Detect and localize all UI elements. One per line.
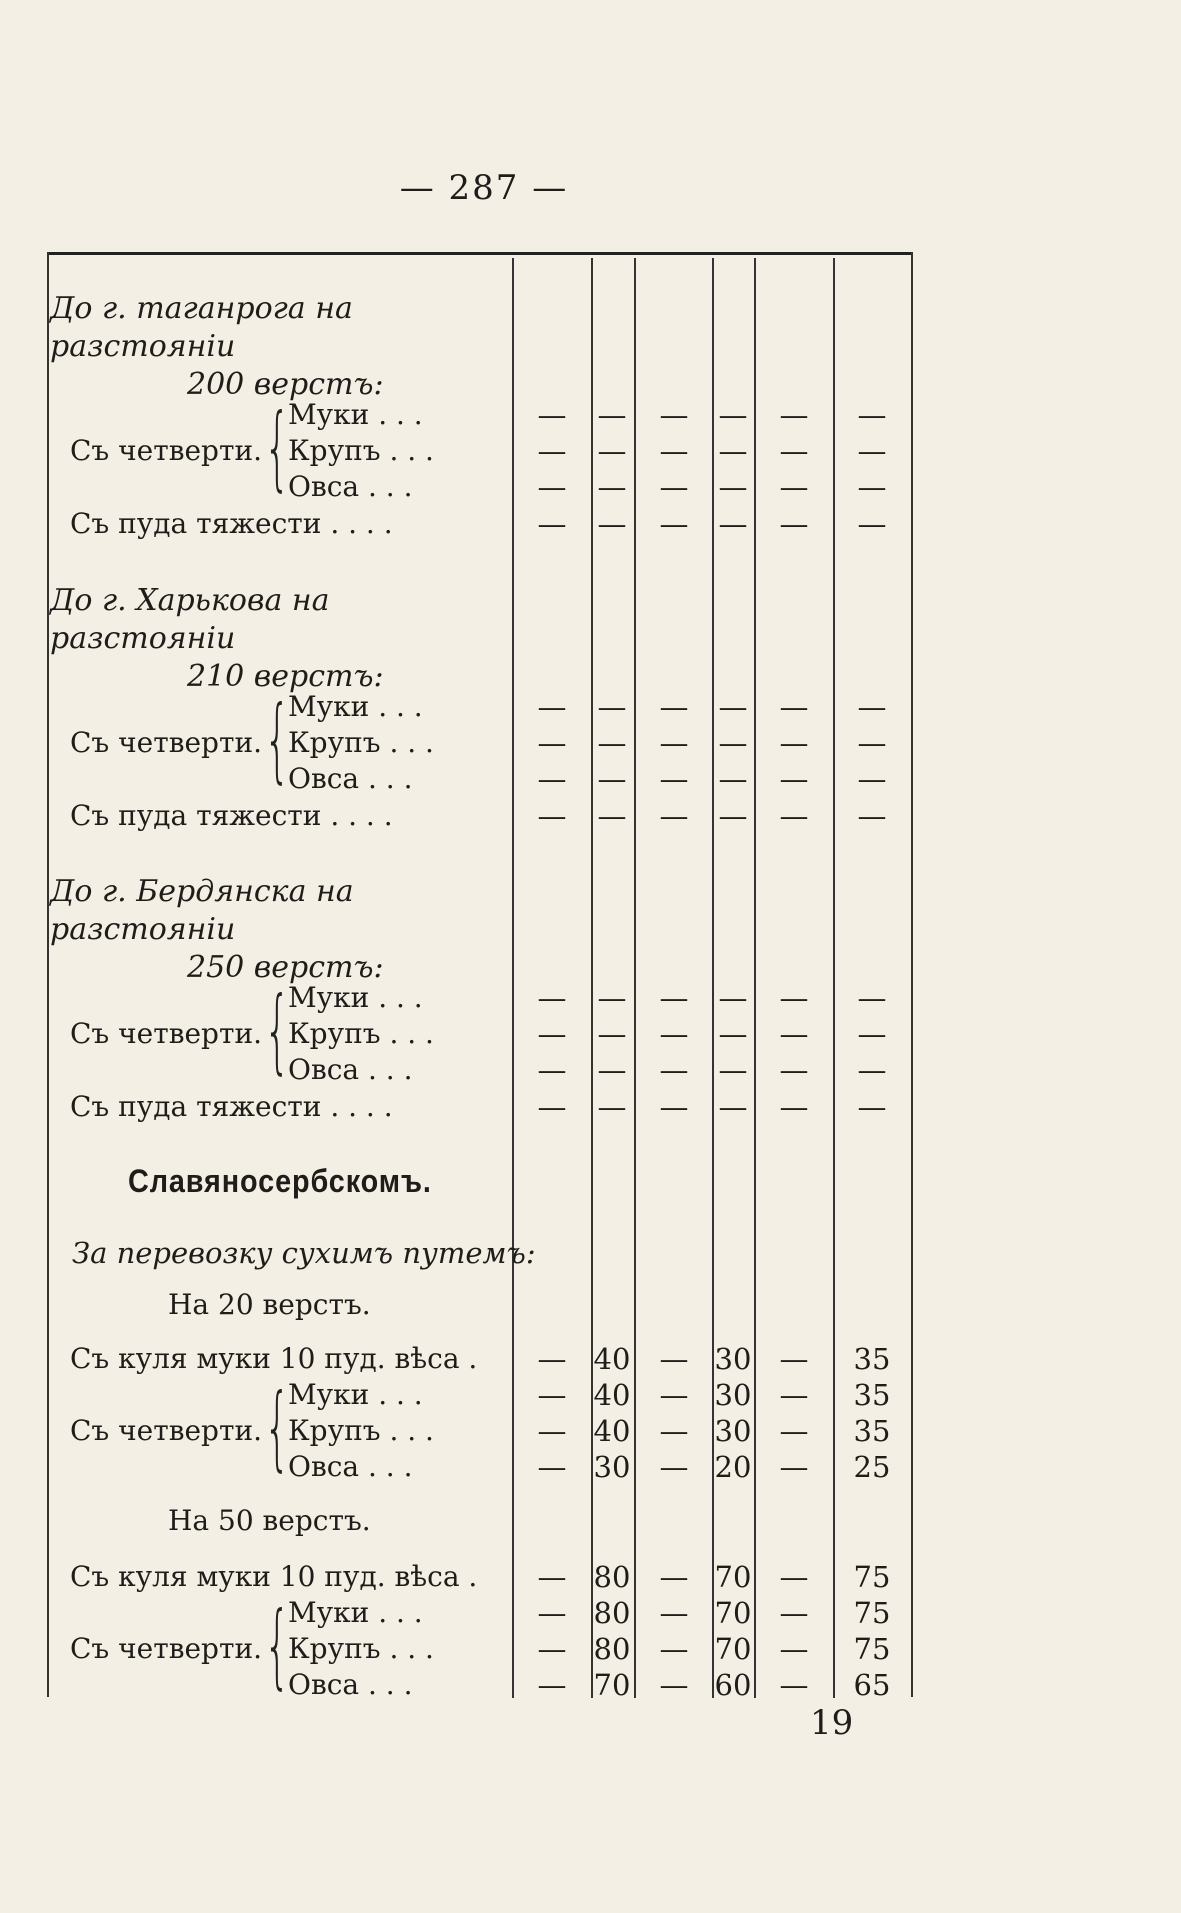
table-cell: — [779, 1450, 809, 1484]
table-cell: — [718, 981, 748, 1015]
table-cell: — [659, 1632, 689, 1666]
item-label: Крупъ . . . [288, 1632, 434, 1665]
table-cell: — [537, 981, 567, 1015]
table-cell: — [659, 1053, 689, 1087]
table-cell: — [718, 762, 748, 796]
table-cell: — [659, 1668, 689, 1702]
cheti-label: Съ четверти. [70, 1414, 263, 1447]
table-cell: — [857, 1053, 887, 1087]
table-cell: — [779, 470, 809, 504]
table-cell: 70 [714, 1560, 752, 1594]
kul-label: Съ куля муки 10 пуд. вѣса . [70, 1560, 478, 1593]
table-cell: — [718, 726, 748, 760]
table-cell: — [537, 1450, 567, 1484]
cheti-label: Съ четверти. [70, 726, 263, 759]
table-cell: — [537, 1342, 567, 1376]
table-cell: 75 [853, 1560, 891, 1594]
table-cell: 75 [853, 1596, 891, 1630]
table-cell: — [537, 1414, 567, 1448]
table-cell: — [597, 690, 627, 724]
item-label: Крупъ . . . [288, 726, 434, 759]
table-cell: — [537, 1632, 567, 1666]
table-cell: — [597, 1090, 627, 1124]
table-cell: — [537, 726, 567, 760]
table-cell: — [857, 690, 887, 724]
table-cell: — [857, 398, 887, 432]
table-cell: — [857, 799, 887, 833]
page-number: — 287 — [399, 168, 569, 208]
table-cell: 60 [714, 1668, 752, 1702]
table-cell: — [659, 434, 689, 468]
table-cell: — [857, 470, 887, 504]
table-cell: — [718, 470, 748, 504]
item-label: Муки . . . [288, 981, 423, 1014]
table-cell: 25 [853, 1450, 891, 1484]
table-cell: — [597, 398, 627, 432]
item-label: Муки . . . [288, 690, 423, 723]
item-label: Крупъ . . . [288, 1017, 434, 1050]
table-cell: — [537, 799, 567, 833]
table-cell: 65 [853, 1668, 891, 1702]
left-border [47, 252, 49, 1697]
table-cell: — [779, 1090, 809, 1124]
table-cell: — [537, 762, 567, 796]
table-cell: — [537, 507, 567, 541]
table-cell: — [857, 762, 887, 796]
table-cell: — [718, 434, 748, 468]
puda-label: Съ пуда тяжести . . . . [70, 507, 393, 540]
table-cell: 75 [853, 1632, 891, 1666]
table-cell: 20 [714, 1450, 752, 1484]
table-cell: — [537, 398, 567, 432]
item-label: Овса . . . [288, 762, 413, 795]
item-label: Овса . . . [288, 1450, 413, 1483]
table-cell: — [779, 1378, 809, 1412]
table-cell: 30 [593, 1450, 631, 1484]
table-cell: — [857, 507, 887, 541]
table-cell: — [659, 398, 689, 432]
table-cell: 80 [593, 1596, 631, 1630]
table-cell: 35 [853, 1342, 891, 1376]
heading-distance: 200 верстъ: [187, 367, 384, 402]
table-cell: — [597, 1053, 627, 1087]
table-cell: — [659, 1450, 689, 1484]
distance-label: На 20 верстъ. [168, 1288, 371, 1321]
table-cell: — [857, 434, 887, 468]
cheti-label: Съ четверти. [70, 1017, 263, 1050]
brace-icon: { [264, 977, 291, 1084]
table-cell: — [779, 1596, 809, 1630]
table-cell: 40 [593, 1378, 631, 1412]
table-cell: — [659, 1378, 689, 1412]
table-cell: — [779, 1414, 809, 1448]
heading-distance: 210 верстъ: [187, 659, 384, 694]
item-label: Муки . . . [288, 1596, 423, 1629]
table-cell: — [597, 981, 627, 1015]
table-cell: — [718, 1090, 748, 1124]
item-label: Крупъ . . . [288, 1414, 434, 1447]
table-cell: — [537, 690, 567, 724]
table-cell: — [779, 981, 809, 1015]
table-cell: 70 [714, 1632, 752, 1666]
section-heading [50, 873, 500, 987]
table-cell: — [597, 1017, 627, 1051]
table-cell: — [779, 1342, 809, 1376]
table-cell: — [779, 690, 809, 724]
table-cell: — [779, 726, 809, 760]
table-cell: — [718, 799, 748, 833]
table-cell: — [779, 507, 809, 541]
right-border [911, 252, 913, 1697]
table-cell: — [659, 1342, 689, 1376]
table-cell: — [718, 398, 748, 432]
table-cell: — [779, 1017, 809, 1051]
table-cell: — [659, 1596, 689, 1630]
heading-distance: 250 верстъ: [187, 950, 384, 985]
table-cell: — [779, 1632, 809, 1666]
table-cell: — [537, 1378, 567, 1412]
table-cell: — [857, 1017, 887, 1051]
table-cell: 70 [714, 1596, 752, 1630]
table-cell: — [659, 1017, 689, 1051]
heading-line: До г. Харькова на разстояніи [50, 583, 330, 656]
table-cell: — [659, 690, 689, 724]
table-cell: — [537, 1053, 567, 1087]
distance-label: На 50 верстъ. [168, 1504, 371, 1537]
brace-icon: { [264, 686, 291, 793]
table-cell: — [779, 398, 809, 432]
table-cell: — [537, 1017, 567, 1051]
table-cell: 30 [714, 1342, 752, 1376]
table-cell: — [537, 1668, 567, 1702]
column-rule [512, 258, 514, 1698]
table-cell: — [659, 1090, 689, 1124]
table-cell: — [659, 507, 689, 541]
cheti-label: Съ четверти. [70, 1632, 263, 1665]
brace-icon: { [264, 394, 291, 501]
item-label: Муки . . . [288, 1378, 423, 1411]
table-cell: 35 [853, 1414, 891, 1448]
puda-label: Съ пуда тяжести . . . . [70, 799, 393, 832]
table-cell: — [597, 507, 627, 541]
cheti-label: Съ четверти. [70, 434, 263, 467]
table-cell: — [597, 470, 627, 504]
table-cell: — [597, 726, 627, 760]
table-cell: — [597, 799, 627, 833]
table-cell: — [779, 1668, 809, 1702]
section-heading [50, 582, 500, 696]
brace-icon: { [264, 1374, 291, 1481]
table-cell: — [779, 1560, 809, 1594]
table-cell: — [779, 434, 809, 468]
brace-icon: { [264, 1592, 291, 1699]
table-cell: 80 [593, 1560, 631, 1594]
footer-page-number: 19 [810, 1703, 854, 1743]
table-cell: 80 [593, 1632, 631, 1666]
table-cell: — [718, 1053, 748, 1087]
table-cell: — [659, 470, 689, 504]
table-cell: — [779, 799, 809, 833]
table-cell: 70 [593, 1668, 631, 1702]
table-cell: — [718, 1017, 748, 1051]
table-cell: — [718, 690, 748, 724]
heading-line: До г. Бердянска на разстояніи [50, 874, 354, 947]
section-heading [50, 290, 500, 404]
item-label: Муки . . . [288, 398, 423, 431]
table-cell: 40 [593, 1414, 631, 1448]
table-cell: — [659, 799, 689, 833]
heading-line: До г. таганрога на разстояніи [50, 291, 353, 364]
table-cell: — [597, 434, 627, 468]
table-cell: — [857, 981, 887, 1015]
section-title: Славяносербскомъ. [128, 1163, 432, 1199]
table-cell: 30 [714, 1414, 752, 1448]
column-rule [833, 258, 835, 1698]
item-label: Овса . . . [288, 470, 413, 503]
item-label: Овса . . . [288, 1053, 413, 1086]
table-cell: — [659, 1560, 689, 1594]
table-cell: — [537, 1090, 567, 1124]
table-cell: — [537, 1560, 567, 1594]
table-cell: 40 [593, 1342, 631, 1376]
item-label: Овса . . . [288, 1668, 413, 1701]
table-cell: — [537, 1596, 567, 1630]
puda-label: Съ пуда тяжести . . . . [70, 1090, 393, 1123]
kul-label: Съ куля муки 10 пуд. вѣса . [70, 1342, 478, 1375]
table-cell: — [659, 981, 689, 1015]
table-cell: — [718, 507, 748, 541]
item-label: Крупъ . . . [288, 434, 434, 467]
table-cell: 30 [714, 1378, 752, 1412]
table-cell: — [659, 762, 689, 796]
table-cell: — [779, 1053, 809, 1087]
table-cell: — [857, 726, 887, 760]
table-cell: — [779, 762, 809, 796]
table-cell: — [659, 1414, 689, 1448]
section-subtitle: За перевозку сухимъ путемъ: [72, 1236, 536, 1270]
table-cell: 35 [853, 1378, 891, 1412]
table-cell: — [597, 762, 627, 796]
table-cell: — [659, 726, 689, 760]
table-cell: — [857, 1090, 887, 1124]
table-cell: — [537, 470, 567, 504]
table-top-rule [47, 252, 913, 255]
table-cell: — [537, 434, 567, 468]
